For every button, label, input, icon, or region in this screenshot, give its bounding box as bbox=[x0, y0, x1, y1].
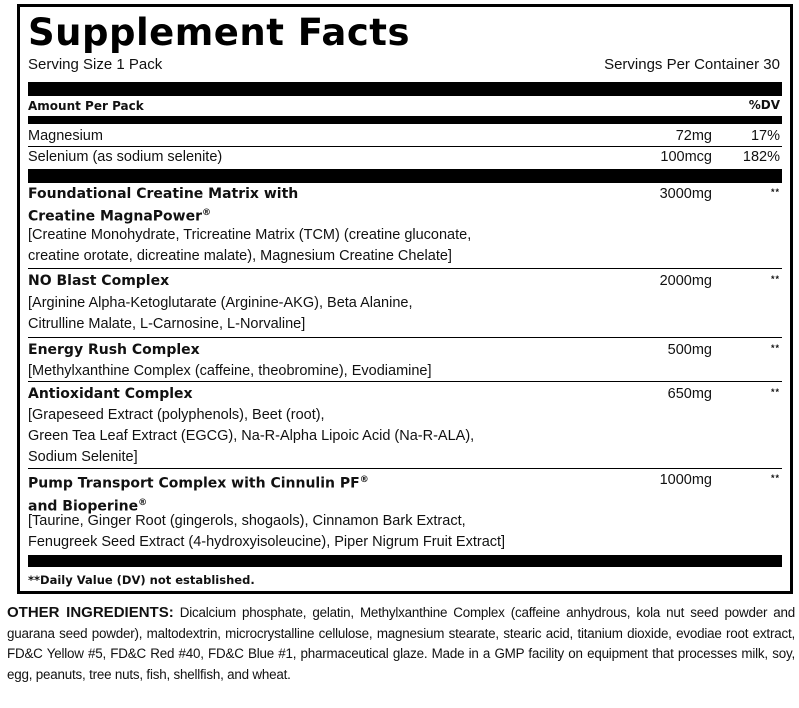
nutrient-dv: 182% bbox=[742, 149, 780, 165]
blend-name: Energy Rush Complex bbox=[28, 342, 200, 358]
blend-amount: 3000mg bbox=[659, 186, 712, 202]
blend-ingredients: [Methylxanthine Complex (caffeine, theobromine), Evodiamine] bbox=[28, 363, 432, 379]
nutrient-name: Selenium (as sodium selenite) bbox=[28, 149, 223, 165]
nutrient-row bbox=[28, 147, 782, 168]
panel-title: Supplement Facts bbox=[28, 11, 411, 54]
servings-per-container: Servings Per Container 30 bbox=[604, 56, 780, 73]
blend-row bbox=[28, 338, 782, 382]
blend-amount: 650mg bbox=[667, 386, 712, 402]
blend-name: NO Blast Complex bbox=[28, 273, 170, 289]
thick-divider bbox=[28, 82, 782, 96]
nutrient-amount: 72mg bbox=[675, 128, 712, 144]
blend-row bbox=[28, 382, 782, 469]
nutrient-name: Magnesium bbox=[28, 128, 103, 144]
blend-name: Antioxidant Complex bbox=[28, 386, 193, 402]
blend-row bbox=[28, 185, 782, 269]
blend-amount: 500mg bbox=[667, 342, 712, 358]
blend-row bbox=[28, 269, 782, 338]
other-ingredients bbox=[7, 603, 795, 685]
blend-name: Foundational Creatine Matrix with Creatine MagnaPower® bbox=[28, 186, 299, 225]
other-ingredients-label: OTHER INGREDIENTS: bbox=[7, 604, 174, 621]
blend-dv: ** bbox=[770, 473, 780, 483]
medium-divider bbox=[28, 116, 782, 124]
blend-ingredients: [Taurine, Ginger Root (gingerols, shogaols), Cinnamon Bark Extract, Fenugreek Seed Extract (4-hydroxyisoleucine), Piper Nigrum Fruit Extract] bbox=[28, 513, 506, 550]
bottom-divider bbox=[28, 555, 782, 567]
dv-header: %DV bbox=[748, 98, 780, 112]
dv-footnote: **Daily Value (DV) not established. bbox=[28, 573, 255, 587]
blend-row bbox=[28, 469, 782, 555]
nutrient-row bbox=[28, 126, 782, 147]
supplement-facts-panel bbox=[17, 4, 793, 594]
blend-amount: 1000mg bbox=[659, 472, 712, 488]
other-ingredients-text: Dicalcium phosphate, gelatin, Methylxanthine Complex (caffeine anhydrous, kola nut seed powder and guarana seed powder), maltodextrin, microcrystalline cellulose, magnesium stearate, stearic acid, titanium dioxide, evodiae root extract, FD&C Yellow #5, FD&C Red #40, FD&C Blue #1, pharmaceutical glaze. Made in a GMP facility on equipment that processes milk, soy, egg, peanuts, tree nuts, fish, shellfish, and wheat. bbox=[7, 605, 795, 682]
blend-dv: ** bbox=[770, 387, 780, 397]
nutrient-dv: 17% bbox=[750, 128, 780, 144]
blend-dv: ** bbox=[770, 274, 780, 284]
blend-dv: ** bbox=[770, 187, 780, 197]
blend-ingredients: [Creatine Monohydrate, Tricreatine Matrix (TCM) (creatine gluconate, creatine orotate, dicreatine malate), Magnesium Creatine Chelate] bbox=[28, 227, 472, 264]
blend-dv: ** bbox=[770, 343, 780, 353]
serving-size: Serving Size 1 Pack bbox=[28, 56, 163, 73]
blend-ingredients: [Arginine Alpha-Ketoglutarate (Arginine-AKG), Beta Alanine, Citrulline Malate, L-Carnosine, L-Norvaline] bbox=[28, 295, 413, 332]
amount-per-pack-header: Amount Per Pack bbox=[28, 99, 144, 113]
blend-name: Pump Transport Complex with Cinnulin PF® and Bioperine® bbox=[28, 475, 369, 515]
thick-divider bbox=[28, 169, 782, 183]
nutrient-amount: 100mcg bbox=[660, 149, 712, 165]
blend-amount: 2000mg bbox=[659, 273, 712, 289]
blend-ingredients: [Grapeseed Extract (polyphenols), Beet (root), Green Tea Leaf Extract (EGCG), Na-R-Alpha Lipoic Acid (Na-R-ALA), Sodium Selenite] bbox=[28, 407, 475, 465]
